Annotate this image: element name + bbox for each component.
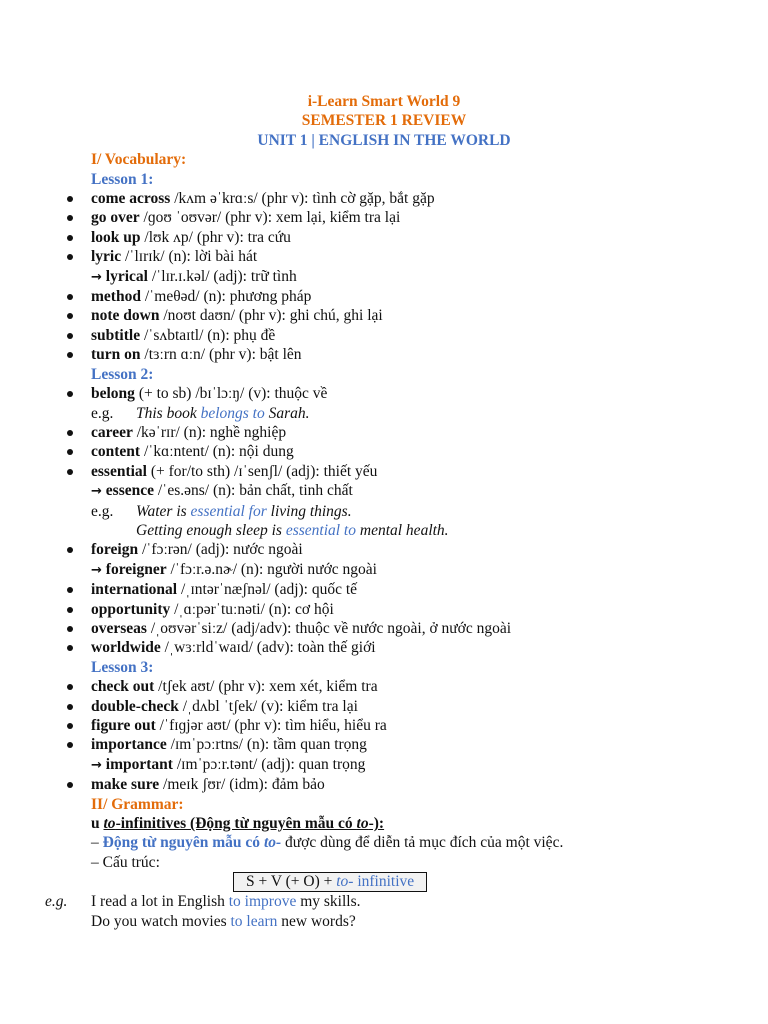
example-line: e.g. This book belongs to Sarah. [91,404,310,422]
example-line: Getting enough sleep is essential to mental health. [136,521,449,539]
vocabulary-heading: I/ Vocabulary: [91,151,187,169]
arrow-right-icon: → [91,562,102,578]
book-title: i-Learn Smart World 9 [307,93,461,110]
grammar-structure-label: – Cấu trúc: [91,853,160,871]
vocab-item: career /kəˈrɪr/ (n): nghề nghiệp [0,423,768,442]
vocab-item: overseas /ˌoʊvərˈsiːz/ (adj/adv): thuộc về nước ngoài, ở nước ngoài [0,619,768,638]
lesson2-list-d [0,580,768,658]
lesson1-heading: Lesson 1: [91,170,154,188]
derived-word: → important /ɪmˈpɔːr.tənt/ (adj): quan trọng [91,755,366,773]
lesson3-list-b [0,775,768,794]
lesson1-list-continued [0,287,768,365]
vocab-item: content /ˈkɑːntent/ (n): nội dung [0,442,768,461]
document-page [0,92,768,931]
vocab-item: international /ˌɪntərˈnæʃnəl/ (adj): quốc tế [0,580,768,599]
vocab-item: foreign /ˈfɔːrən/ (adj): nước ngoài [0,540,768,559]
review-title: SEMESTER 1 REVIEW [301,112,467,130]
vocab-item: opportunity /ˌɑːpərˈtuːnəti/ (n): cơ hội [0,600,768,619]
vocab-item: figure out /ˈfɪɡjər aʊt/ (phr v): tìm hiểu, hiểu ra [0,716,768,735]
grammar-example: Do you watch movies to learn new words? [91,912,356,930]
vocab-item: go over /ɡoʊ ˈoʊvər/ (phr v): xem lại, kiểm tra lại [0,208,768,227]
vocab-item: method /ˈmeθəd/ (n): phương pháp [0,287,768,306]
lesson2-list-c [0,540,768,559]
vocab-item: turn on /tɜːrn ɑːn/ (phr v): bật lên [0,345,768,364]
unit-title: UNIT 1 | ENGLISH IN THE WORLD [257,131,511,149]
lesson2-list [0,384,768,403]
vocab-item: come across /kʌm əˈkrɑːs/ (phr v): tình cờ gặp, bắt gặp [0,189,768,208]
vocab-item: make sure /meɪk ʃʊr/ (idm): đảm bảo [0,775,768,794]
derived-word: → lyrical /ˈlɪr.ɪ.kəl/ (adj): trữ tình [91,267,297,285]
lesson3-heading: Lesson 3: [91,658,154,676]
vocab-item: worldwide /ˌwɜːrldˈwaɪd/ (adv): toàn thế giới [0,638,768,657]
lesson3-list [0,677,768,755]
vocab-item: look up /lʊk ʌp/ (phr v): tra cứu [0,228,768,247]
lesson1-list [0,189,768,267]
arrow-right-icon: → [91,757,102,773]
grammar-example: e.g. I read a lot in English to improve my skills. [45,893,361,911]
formula-box: S + V (+ O) + to- infinitive [233,872,427,892]
grammar-heading: II/ Grammar: [91,795,184,813]
example-line: e.g. Water is essential for living things. [91,502,352,520]
vocab-item: belong (+ to sb) /bɪˈlɔːŋ/ (v): thuộc về [0,384,768,403]
grammar-topic: u to-infinitives (Động từ nguyên mẫu có to-): [91,815,385,833]
vocab-item: note down /noʊt daʊn/ (phr v): ghi chú, ghi lại [0,306,768,325]
vocab-item: importance /ɪmˈpɔːrtns/ (n): tầm quan trọng [0,735,768,754]
lesson2-list-b [0,423,768,481]
vocab-item: check out /tʃek aʊt/ (phr v): xem xét, kiểm tra [0,677,768,696]
arrow-right-icon: → [91,269,102,285]
lesson2-heading: Lesson 2: [91,365,154,383]
vocab-item: lyric /ˈlɪrɪk/ (n): lời bài hát [0,247,768,266]
vocab-item: subtitle /ˈsʌbtaɪtl/ (n): phụ đề [0,326,768,345]
vocab-item: essential (+ for/to sth) /ɪˈsenʃl/ (adj): thiết yếu [0,462,768,481]
grammar-definition: – Động từ nguyên mẫu có to- được dùng để diễn tả mục đích của một việc. [91,834,564,852]
derived-word: → essence /ˈes.əns/ (n): bản chất, tinh chất [91,482,353,500]
formula-row [0,872,768,892]
derived-word: → foreigner /ˈfɔːr.ə.nɚ/ (n): người nước ngoài [91,560,377,578]
vocab-item: double-check /ˌdʌbl ˈtʃek/ (v): kiểm tra lại [0,697,768,716]
arrow-right-icon: → [91,484,102,500]
